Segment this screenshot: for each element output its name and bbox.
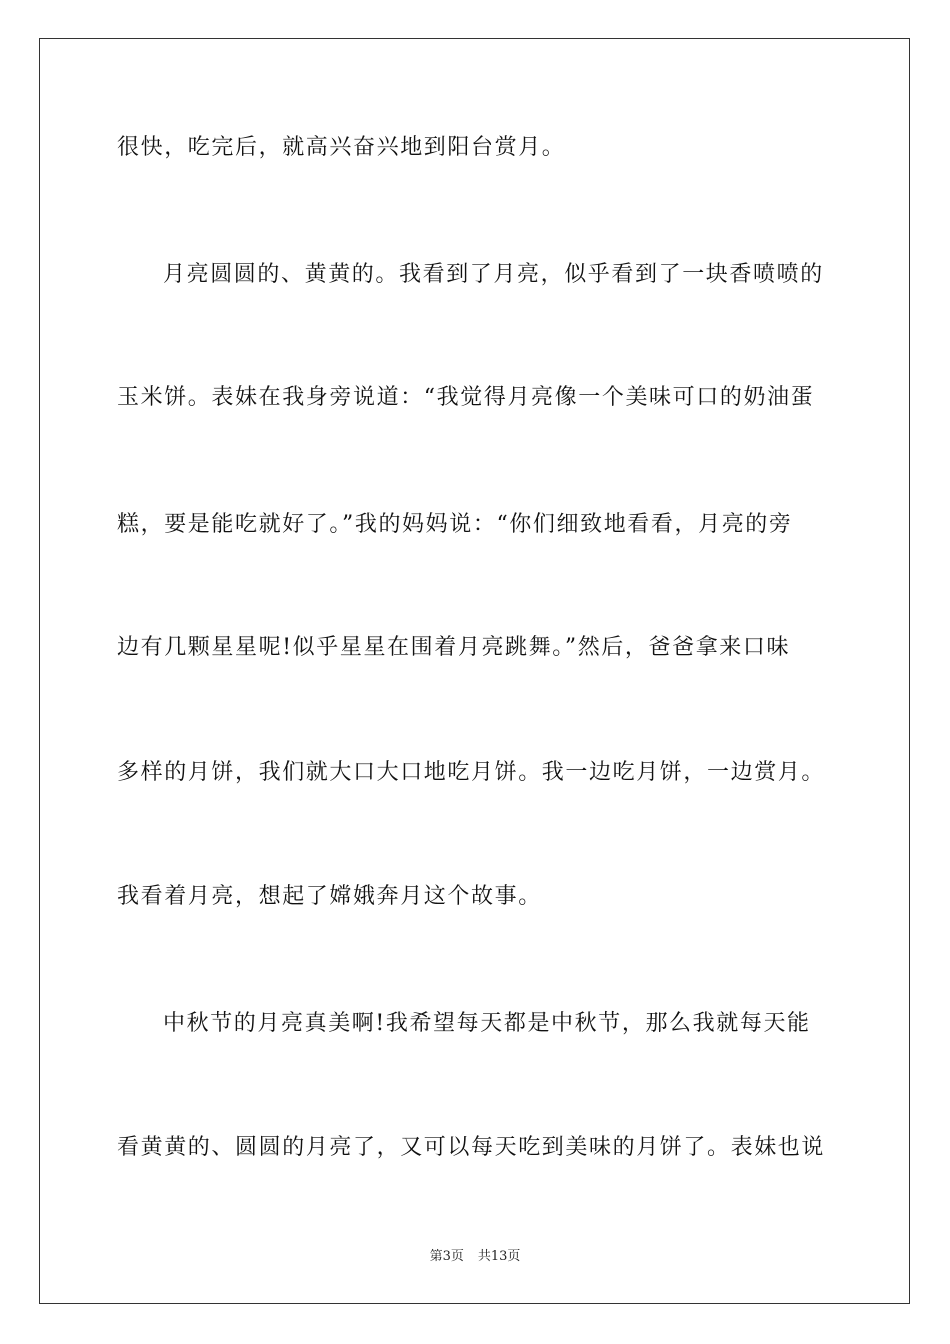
text-line: 很快，吃完后，就高兴奋兴地到阳台赏月。 bbox=[117, 135, 566, 160]
text-line: 糕，要是能吃就好了。”我的妈妈说：“你们细致地看看，月亮的旁 bbox=[117, 512, 793, 537]
text-line: 多样的月饼，我们就大口大口地吃月饼。我一边吃月饼，一边赏月。 bbox=[117, 760, 826, 785]
page-border bbox=[39, 38, 910, 1304]
text-line: 看黄黄的、圆圆的月亮了，又可以每天吃到美味的月饼了。表妹也说 bbox=[117, 1135, 826, 1160]
paragraph-start-line: 月亮圆圆的、黄黄的。我看到了月亮，似乎看到了一块香喷喷的 bbox=[163, 262, 824, 287]
page-number: 第3页 bbox=[429, 1249, 464, 1264]
text-line: 边有几颗星星呢!似乎星星在围着月亮跳舞。”然后，爸爸拿来口味 bbox=[117, 635, 791, 660]
text-line: 玉米饼。表妹在我身旁说道：“我觉得月亮像一个美味可口的奶油蛋 bbox=[117, 385, 815, 410]
page-total: 共13页 bbox=[477, 1249, 521, 1264]
page-footer bbox=[0, 1247, 950, 1267]
paragraph-start-line: 中秋节的月亮真美啊!我希望每天都是中秋节，那么我就每天能 bbox=[163, 1011, 811, 1036]
text-line: 我看着月亮，想起了嫦娥奔月这个故事。 bbox=[117, 884, 542, 909]
